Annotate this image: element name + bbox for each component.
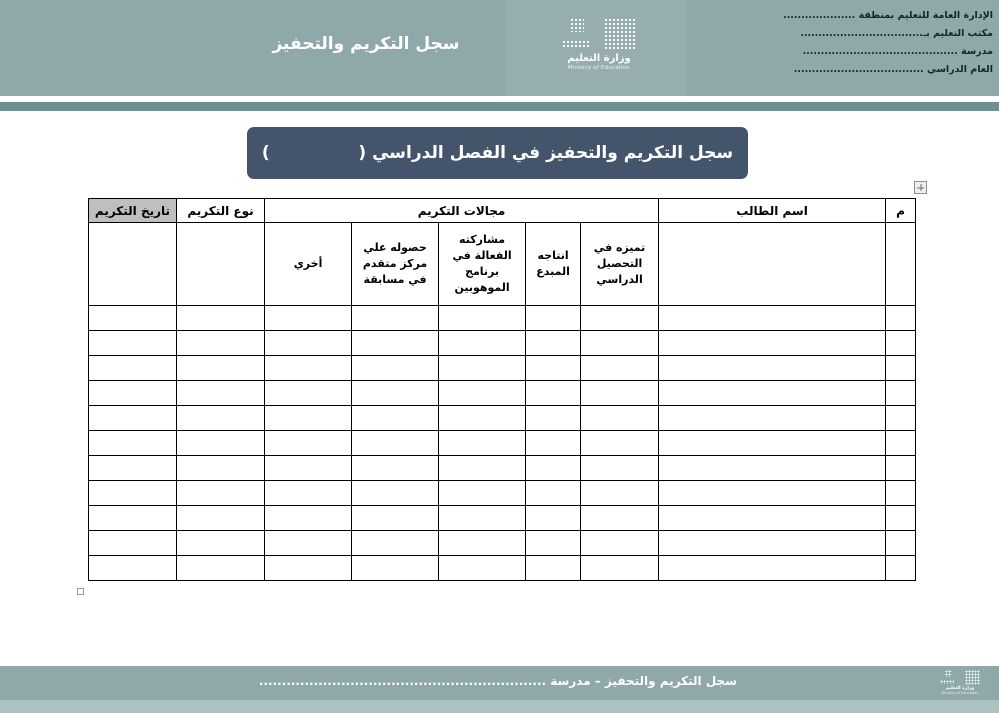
table-cell[interactable] — [526, 481, 581, 506]
table-cell[interactable] — [177, 506, 265, 531]
table-cell[interactable] — [265, 356, 352, 381]
table-row — [89, 306, 916, 331]
table-cell[interactable] — [886, 456, 916, 481]
table-cell[interactable] — [177, 331, 265, 356]
table-cell[interactable] — [659, 556, 886, 581]
table-cell[interactable] — [352, 456, 439, 481]
section-banner — [247, 127, 748, 179]
footer-band — [0, 666, 999, 700]
table-cell[interactable] — [439, 431, 526, 456]
table-cell[interactable] — [89, 356, 177, 381]
table-cell[interactable] — [177, 456, 265, 481]
table-row — [89, 456, 916, 481]
table-body — [89, 306, 916, 581]
table-cell[interactable] — [886, 431, 916, 456]
subcol-header-gifted-program[interactable]: مشاركته الفعالة في برنامج الموهوبين — [439, 223, 526, 306]
table-cell[interactable] — [659, 306, 886, 331]
table-row — [89, 356, 916, 381]
table-cell[interactable] — [89, 506, 177, 531]
table-cell[interactable] — [581, 431, 659, 456]
table-cell[interactable] — [659, 456, 886, 481]
header-info-line-administration: الإدارة العامة للتعليم بمنطقة .................... — [783, 10, 993, 21]
table-cell[interactable] — [886, 356, 916, 381]
table-cell[interactable] — [526, 506, 581, 531]
table-cell[interactable] — [886, 306, 916, 331]
table-cell[interactable] — [581, 506, 659, 531]
table-cell[interactable] — [526, 556, 581, 581]
ministry-name-english: Ministry of Education — [567, 65, 631, 71]
table-cell[interactable] — [581, 356, 659, 381]
table-row — [89, 556, 916, 581]
table-cell[interactable] — [177, 381, 265, 406]
table-cell[interactable] — [177, 406, 265, 431]
col-header-honoring-areas[interactable]: مجالات التكريم — [265, 199, 659, 223]
table-cell[interactable] — [177, 481, 265, 506]
footer-logo-dots-bar — [940, 680, 954, 684]
header-info-line-academic-year: العام الدراسي .................................... — [793, 64, 993, 75]
table-cell[interactable] — [526, 331, 581, 356]
table-cell[interactable] — [352, 556, 439, 581]
table-cell[interactable] — [526, 306, 581, 331]
logo-dots-small — [570, 18, 584, 32]
subcol-header-academic-excellence[interactable]: تميزه في التحصيل الدراسي — [581, 223, 659, 306]
table-cell[interactable] — [526, 431, 581, 456]
table-cell[interactable] — [439, 306, 526, 331]
table-cell[interactable] — [439, 506, 526, 531]
table-cell[interactable] — [352, 406, 439, 431]
table-cell[interactable] — [439, 531, 526, 556]
table-cell[interactable] — [89, 306, 177, 331]
table-cell[interactable] — [89, 556, 177, 581]
table-cell[interactable] — [439, 481, 526, 506]
table-cell[interactable] — [265, 556, 352, 581]
table-cell[interactable] — [581, 381, 659, 406]
table-cell[interactable] — [439, 456, 526, 481]
table-cell[interactable] — [439, 331, 526, 356]
table-cell[interactable] — [352, 381, 439, 406]
table-row — [89, 481, 916, 506]
footer-text: سجل التكريم والتحفيز – مدرسة ............................................................... — [258, 674, 737, 688]
subheader-empty-cell-date[interactable] — [89, 223, 177, 306]
table-row — [89, 331, 916, 356]
table-cell[interactable] — [265, 431, 352, 456]
table-cell[interactable] — [439, 356, 526, 381]
table-cell[interactable] — [177, 431, 265, 456]
table-cell[interactable] — [265, 381, 352, 406]
table-cell[interactable] — [177, 556, 265, 581]
footer-logo-dots-small — [945, 670, 952, 677]
subcol-header-other[interactable]: أخري — [265, 223, 352, 306]
table-cell[interactable] — [581, 331, 659, 356]
ministry-logo — [557, 18, 641, 71]
table-cell[interactable] — [352, 431, 439, 456]
col-header-honoring-date[interactable]: تاريخ التكريم — [89, 199, 177, 223]
table-cell[interactable] — [89, 456, 177, 481]
footer-strip — [0, 700, 999, 713]
table-cell[interactable] — [659, 356, 886, 381]
accent-strip — [0, 102, 999, 111]
table-cell[interactable] — [177, 531, 265, 556]
table-cell[interactable] — [659, 531, 886, 556]
table-cell[interactable] — [352, 306, 439, 331]
table-cell[interactable] — [659, 481, 886, 506]
table-cell[interactable] — [581, 306, 659, 331]
section-banner-title: سجل التكريم والتحفيز في الفصل الدراسي ( ) — [261, 143, 734, 163]
table-cell[interactable] — [526, 356, 581, 381]
table-cell[interactable] — [352, 506, 439, 531]
table-cell[interactable] — [581, 481, 659, 506]
table-cell[interactable] — [352, 356, 439, 381]
logo-dots-bar — [562, 40, 590, 48]
col-header-student-name[interactable]: اسم الطالب — [659, 199, 886, 223]
col-header-honoring-type[interactable]: نوع التكريم — [177, 199, 265, 223]
logo-dots-big — [604, 18, 636, 50]
ministry-name-arabic: وزارة التعليم — [567, 53, 631, 64]
table-cell[interactable] — [439, 406, 526, 431]
table-cell[interactable] — [886, 331, 916, 356]
table-cell[interactable] — [659, 331, 886, 356]
table-cell[interactable] — [265, 331, 352, 356]
subheader-empty-cell-student[interactable] — [659, 223, 886, 306]
col-header-number[interactable]: م — [886, 199, 916, 223]
table-cell[interactable] — [177, 356, 265, 381]
footer-ministry-name-english: Ministry of Education — [941, 691, 979, 695]
header-info-block — [741, 7, 993, 79]
table-move-handle-icon[interactable] — [914, 181, 927, 194]
table-cell[interactable] — [581, 406, 659, 431]
table-cell[interactable] — [886, 481, 916, 506]
table-cell[interactable] — [265, 306, 352, 331]
table-cell[interactable] — [886, 381, 916, 406]
table-cell[interactable] — [526, 531, 581, 556]
table-cell[interactable] — [526, 406, 581, 431]
table-row — [89, 406, 916, 431]
table-row — [89, 506, 916, 531]
table-cell[interactable] — [352, 531, 439, 556]
table-cell[interactable] — [886, 531, 916, 556]
table-cell[interactable] — [526, 381, 581, 406]
table-cell[interactable] — [439, 556, 526, 581]
table-cell[interactable] — [659, 381, 886, 406]
table-cell[interactable] — [886, 556, 916, 581]
table-cell[interactable] — [265, 531, 352, 556]
table-header-row — [89, 199, 916, 223]
table-cell[interactable] — [659, 431, 886, 456]
document-title: سجل التكريم والتحفيز — [272, 34, 460, 54]
table-cell[interactable] — [439, 381, 526, 406]
subcol-header-competition-rank[interactable]: حصوله علي مركز متقدم في مسابقة — [352, 223, 439, 306]
table-cell[interactable] — [89, 431, 177, 456]
table-row — [89, 381, 916, 406]
table-cell[interactable] — [265, 506, 352, 531]
header-info-line-school: مدرسة ........................................... — [802, 46, 993, 57]
table-cell[interactable] — [886, 406, 916, 431]
table-row — [89, 431, 916, 456]
table-cell[interactable] — [659, 506, 886, 531]
table-cell[interactable] — [659, 406, 886, 431]
subheader-empty-cell-number[interactable] — [886, 223, 916, 306]
footer-logo-dots-big — [965, 670, 980, 685]
table-cell[interactable] — [89, 531, 177, 556]
table-cell[interactable] — [886, 506, 916, 531]
footer-logo-mark — [940, 670, 980, 685]
table-cell[interactable] — [581, 456, 659, 481]
table-cell[interactable] — [89, 406, 177, 431]
table-cell[interactable] — [581, 556, 659, 581]
table-cell[interactable] — [352, 331, 439, 356]
table-cell[interactable] — [526, 456, 581, 481]
subcol-header-creative-production[interactable]: انتاجه المبدع — [526, 223, 581, 306]
table-cell[interactable] — [265, 481, 352, 506]
table-cell[interactable] — [89, 331, 177, 356]
footer-ministry-logo-icon — [935, 670, 985, 695]
table-cell[interactable] — [177, 306, 265, 331]
table-row — [89, 531, 916, 556]
subheader-empty-cell-type[interactable] — [177, 223, 265, 306]
table-cell[interactable] — [89, 481, 177, 506]
table-cell[interactable] — [352, 481, 439, 506]
table-subheader-row — [89, 223, 916, 306]
records-table — [88, 198, 916, 581]
footer-ministry-name-arabic: وزارة التعليم — [945, 686, 975, 691]
table-cell[interactable] — [265, 406, 352, 431]
header-info-line-education-office: مكتب التعليم بـ.................................. — [800, 28, 993, 39]
header-band — [0, 0, 999, 96]
table-resize-handle[interactable] — [77, 588, 84, 595]
table-cell[interactable] — [89, 381, 177, 406]
records-table-container — [88, 198, 916, 581]
table-cell[interactable] — [265, 456, 352, 481]
table-cell[interactable] — [581, 531, 659, 556]
ministry-logo-icon — [562, 18, 636, 50]
